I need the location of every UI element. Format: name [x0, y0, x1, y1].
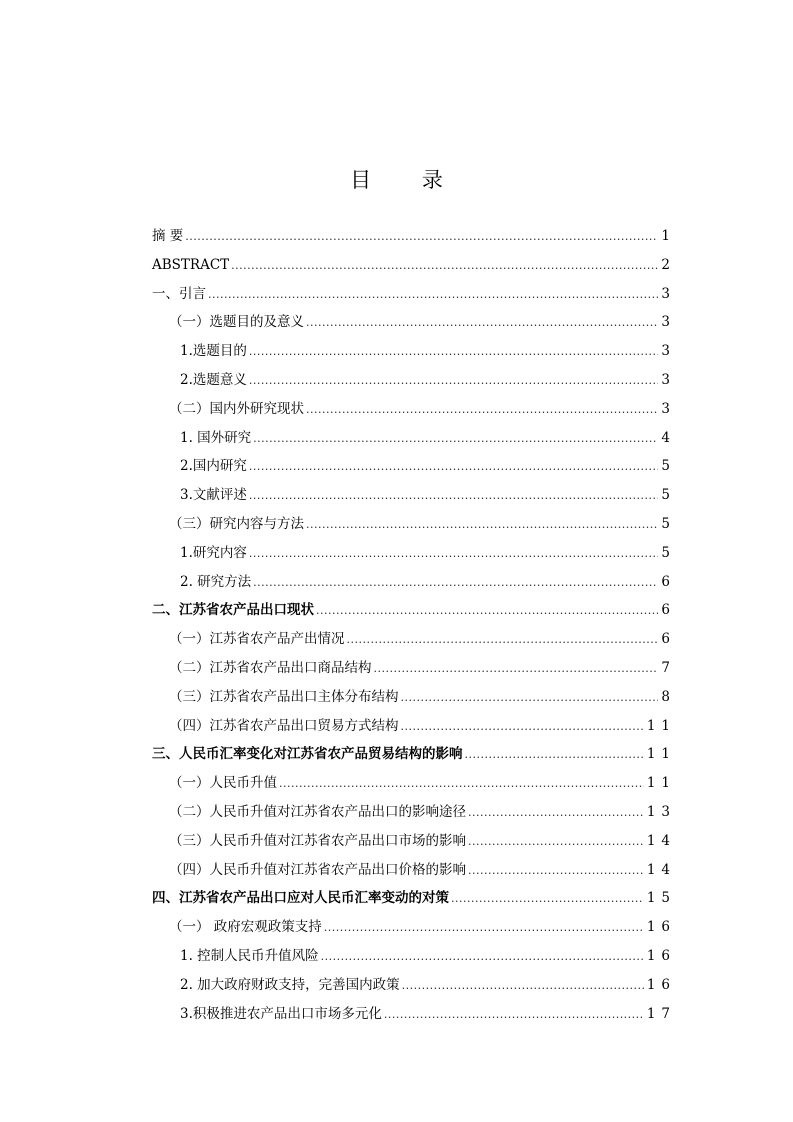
dot-leader [347, 626, 659, 655]
toc-entry-page-number: 16 [646, 919, 676, 936]
toc-entry[interactable] [152, 884, 676, 913]
toc-entry-title: 2. 加大政府财政支持，完善国内政策 [180, 976, 400, 993]
toc-entry-page-number: 6 [661, 602, 676, 619]
toc-entry[interactable] [152, 625, 676, 654]
toc-entry-page-number: 3 [661, 400, 676, 417]
toc-entry-title: 1. 国外研究 [180, 429, 252, 446]
toc-entry-title: 一、引言 [152, 285, 206, 302]
toc-entry-title: 四、江苏省农产品出口应对人民币汇率变动的对策 [152, 890, 449, 907]
dot-leader [468, 799, 644, 828]
dot-leader [316, 597, 658, 626]
toc-entry-page-number: 3 [661, 285, 676, 302]
toc-entry-title: （二）江苏省农产品出口商品结构 [169, 659, 372, 676]
toc-entry-page-number: 8 [661, 688, 676, 705]
toc-entry-title: （二）人民币升值对江苏省农产品出口的影响途径 [169, 803, 466, 820]
toc-entry[interactable] [152, 366, 676, 395]
toc-entry-page-number: 14 [646, 832, 676, 849]
toc-entry-title: 3.文献评述 [180, 487, 247, 504]
toc-entry[interactable] [152, 740, 676, 769]
toc-entry[interactable] [152, 769, 676, 798]
toc-entry-page-number: 6 [661, 631, 676, 648]
toc-entry-title: （一）选题目的及意义 [169, 314, 304, 331]
toc-entry-page-number: 5 [661, 544, 676, 561]
toc-entry[interactable] [152, 280, 676, 309]
dot-leader [306, 396, 658, 425]
toc-entry-page-number: 7 [661, 659, 676, 676]
toc-entry-title: （二）国内外研究现状 [169, 400, 304, 417]
toc-entry-page-number: 16 [646, 947, 676, 964]
toc-entry-page-number: 17 [646, 1005, 676, 1022]
toc-entry[interactable] [152, 827, 676, 856]
toc-entry[interactable] [152, 481, 676, 510]
dot-leader [249, 338, 659, 367]
dot-leader [468, 828, 644, 857]
table-of-contents [152, 222, 676, 1028]
toc-entry-title: （一）人民币升值 [169, 775, 277, 792]
dot-leader [468, 857, 644, 886]
toc-entry[interactable] [152, 452, 676, 481]
toc-entry-title: （一） 政府宏观政策支持 [169, 919, 322, 936]
toc-entry-page-number: 3 [661, 314, 676, 331]
toc-entry-page-number: 1 [661, 228, 676, 244]
dot-leader [401, 713, 644, 742]
toc-entry-page-number: 6 [661, 573, 676, 590]
dot-leader [185, 223, 658, 252]
toc-entry-title: （三）江苏省农产品出口主体分布结构 [169, 688, 399, 705]
toc-entry-page-number: 3 [661, 343, 676, 360]
dot-leader [321, 943, 644, 972]
dot-leader [306, 511, 658, 540]
toc-entry[interactable] [152, 712, 676, 741]
toc-entry-page-number: 5 [661, 487, 676, 504]
toc-entry[interactable] [152, 596, 676, 625]
toc-entry-title: （一）江苏省农产品产出情况 [169, 631, 345, 648]
toc-entry[interactable] [152, 424, 676, 453]
toc-entry-page-number: 5 [661, 458, 676, 475]
toc-entry[interactable] [152, 654, 676, 683]
toc-entry-title: （三）研究内容与方法 [169, 515, 304, 532]
toc-entry-page-number: 11 [646, 717, 676, 734]
dot-leader [249, 367, 659, 396]
toc-entry-page-number: 2 [661, 256, 676, 273]
toc-entry-page-number: 13 [646, 803, 676, 820]
dot-leader [384, 1001, 644, 1030]
toc-entry[interactable] [152, 1000, 676, 1029]
dot-leader [249, 453, 659, 482]
toc-entry-title: 三、人民币汇率变化对江苏省农产品贸易结构的影响 [152, 746, 463, 763]
toc-entry-page-number: 14 [646, 861, 676, 878]
toc-entry[interactable] [152, 337, 676, 366]
toc-entry[interactable] [152, 251, 676, 280]
dot-leader [324, 914, 644, 943]
toc-entry-title: 1. 控制人民币升值风险 [180, 947, 319, 964]
dot-leader [279, 770, 644, 799]
toc-entry[interactable] [152, 971, 676, 1000]
dot-leader [249, 540, 659, 569]
toc-entry-title: 2.选题意义 [180, 371, 247, 388]
dot-leader [401, 684, 659, 713]
toc-entry-title: （四）人民币升值对江苏省农产品出口价格的影响 [169, 861, 466, 878]
toc-entry-page-number: 4 [661, 429, 676, 446]
dot-leader [231, 252, 658, 281]
toc-entry[interactable] [152, 798, 676, 827]
toc-entry[interactable] [152, 222, 676, 251]
toc-entry-title: （四）江苏省农产品出口贸易方式结构 [169, 717, 399, 734]
toc-entry-title: 3.积极推进农产品出口市场多元化 [180, 1005, 382, 1022]
toc-entry-title: 1.研究内容 [180, 544, 247, 561]
toc-entry-page-number: 5 [661, 515, 676, 532]
toc-entry-title: ABSTRACT [152, 256, 230, 273]
toc-title: 目 录 [350, 168, 465, 192]
dot-leader [253, 425, 658, 454]
toc-entry[interactable] [152, 683, 676, 712]
toc-entry[interactable] [152, 913, 676, 942]
toc-entry-title: 2. 研究方法 [180, 573, 252, 590]
dot-leader [451, 885, 644, 914]
toc-entry-title: （三）人民币升值对江苏省农产品出口市场的影响 [169, 832, 466, 849]
toc-entry[interactable] [152, 856, 676, 885]
toc-entry[interactable] [152, 942, 676, 971]
toc-entry[interactable] [152, 568, 676, 597]
dot-leader [249, 482, 659, 511]
dot-leader [253, 569, 658, 598]
toc-entry-page-number: 16 [646, 976, 676, 993]
toc-entry-title: 二、江苏省农产品出口现状 [152, 602, 314, 619]
toc-entry-page-number: 15 [646, 890, 676, 907]
toc-entry-title: 1.选题目的 [180, 343, 247, 360]
toc-entry[interactable] [152, 308, 676, 337]
dot-leader [306, 309, 658, 338]
toc-entry-title: 2.国内研究 [180, 458, 247, 475]
toc-entry[interactable] [152, 395, 676, 424]
dot-leader [374, 655, 659, 684]
toc-entry-page-number: 11 [646, 746, 676, 763]
toc-entry-title: 摘 要 [152, 228, 184, 244]
toc-entry-page-number: 3 [661, 371, 676, 388]
dot-leader [465, 741, 644, 770]
toc-entry[interactable] [152, 539, 676, 568]
dot-leader [208, 281, 658, 310]
toc-entry-page-number: 11 [646, 775, 676, 792]
dot-leader [402, 972, 644, 1001]
toc-entry[interactable] [152, 510, 676, 539]
